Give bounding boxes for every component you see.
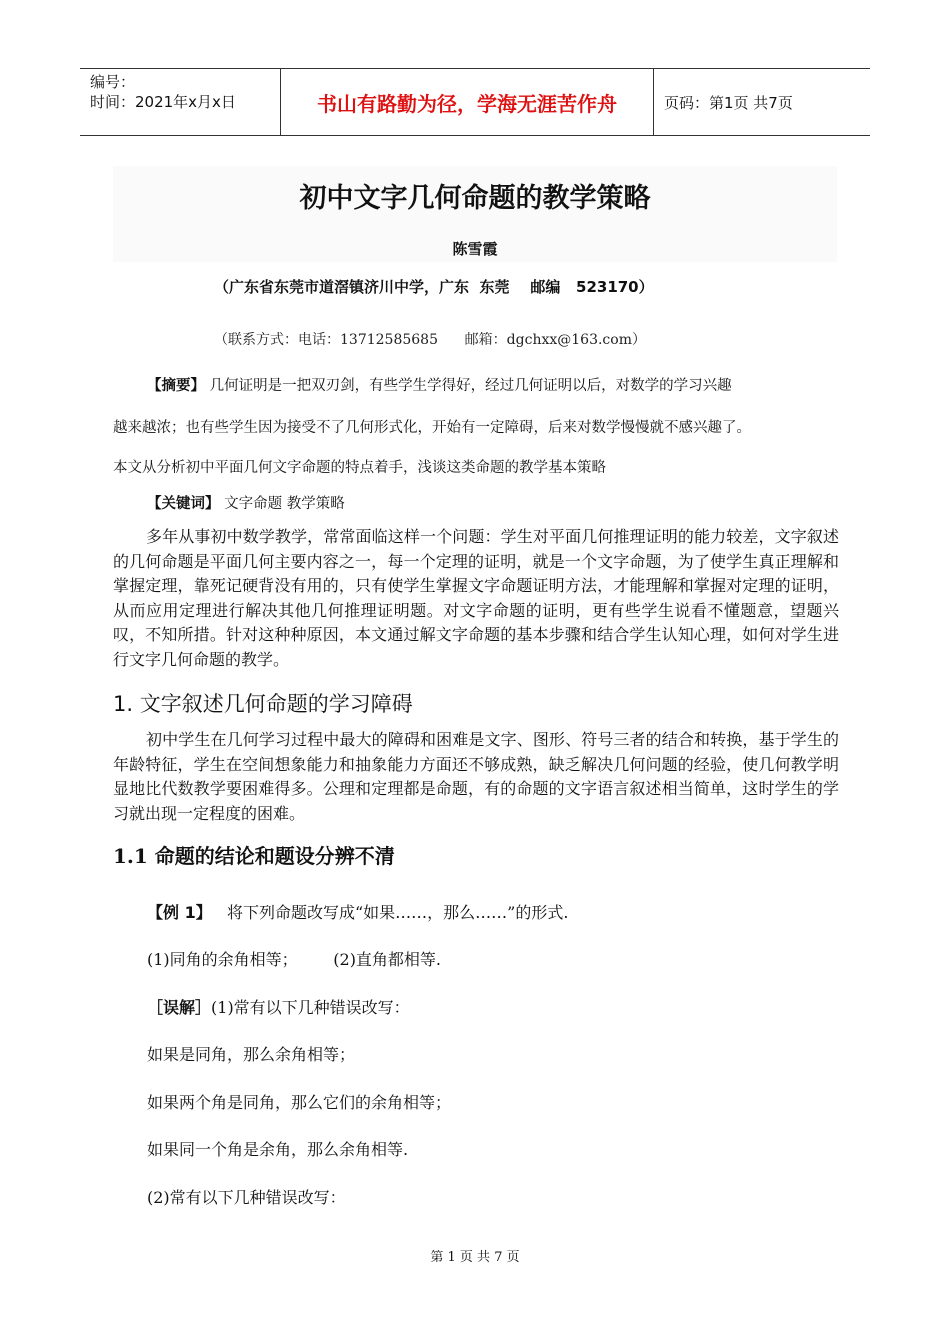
abstract-label: 【摘要】 xyxy=(147,378,205,394)
keywords: 文字命题 教学策略 xyxy=(219,496,345,512)
error-label: ［误解］ xyxy=(147,998,212,1017)
example-label: 【例 1】 xyxy=(147,903,212,922)
page-footer: 第 1 页 共 7 页 xyxy=(430,1250,520,1265)
error-heading-2: (2)常有以下几种错误改写： xyxy=(147,1188,346,1207)
abstract-line-1: 【摘要】 几何证明是一把双刃剑，有些学生学得好，经过几何证明以后，对数学的学习兴趣 xyxy=(147,378,732,394)
section-1-paragraph: 初中学生在几何学习过程中最大的障碍和困难是文字、图形、符号三者的结合和转换，基于学生的年龄特征，学生在空间想象能力和抽象能力方面还不够成熟，缺乏解决几何问题的经验，使几何教学明显地比代数教学要困难得多。公理和定理都是命题，有的命题的文字语言叙述相当简单，这时学生的学习就出现一定程度的困难。 xyxy=(113,730,839,823)
abstract-line-2: 越来越浓；也有些学生因为接受不了几何形式化，开始有一定障碍，后来对数学慢慢就不感兴趣了。 xyxy=(113,420,751,436)
keywords-line xyxy=(147,492,345,513)
example-1: 【例 1】 将下列命题改写成“如果……，那么……”的形式. xyxy=(147,903,569,922)
number-label: 编号： xyxy=(90,73,136,91)
keywords-label: 【关键词】 xyxy=(147,496,220,512)
motto: 书山有路勤为径，学海无涯苦作舟 xyxy=(280,69,654,135)
section-1-1-heading: 1.1 命题的结论和题设分辨不清 xyxy=(113,844,395,868)
wrong-rewrite-2: 如果两个角是同角，那么它们的余角相等； xyxy=(147,1093,452,1112)
page-info: 页码：第1页 共7页 xyxy=(664,93,793,112)
wrong-rewrite-1: 如果是同角，那么余角相等； xyxy=(147,1045,356,1064)
affiliation: （广东省东莞市道滘镇济川中学，广东 东莞 邮编 523170） xyxy=(214,278,654,296)
page-header xyxy=(80,68,870,136)
wrong-rewrite-3: 如果同一个角是余角，那么余角相等. xyxy=(147,1140,409,1159)
abstract-line-3: 本文从分析初中平面几何文字命题的特点着手，浅谈这类命题的教学基本策略 xyxy=(113,460,606,476)
time-label: 时间：2021年x月x日 xyxy=(90,93,236,111)
header-info xyxy=(80,69,280,135)
example-items: (1)同角的余角相等； (2)直角都相等. xyxy=(147,950,442,969)
contact-info: （联系方式：电话：13712585685 邮箱：dgchxx@163.com） xyxy=(214,332,646,348)
intro-paragraph: 多年从事初中数学教学，常常面临这样一个问题：学生对平面几何推理证明的能力较差，文字叙述的几何命题是平面几何主要内容之一，每一个定理的证明，就是一个文字命题，为了使学生真正理解和掌握定理，靠死记硬背没有用的，只有使学生掌握文字命题证明方法，才能理解和掌握对定理的证明，从而应用定理进行解决其他几何推理证明题。对文字命题的证明，更有些学生说看不懂题意，望题兴叹，不知所措。针对这种种原因，本文通过解文字命题的基本步骤和结合学生认知心理，如何对学生进行文字几何命题的教学。 xyxy=(113,527,839,669)
error-heading: ［误解］(1)常有以下几种错误改写： xyxy=(147,998,410,1017)
article-title: 初中文字几何命题的教学策略 xyxy=(299,183,651,214)
section-1-heading: 1. 文字叙述几何命题的学习障碍 xyxy=(113,692,413,716)
author: 陈雪霞 xyxy=(452,240,498,258)
